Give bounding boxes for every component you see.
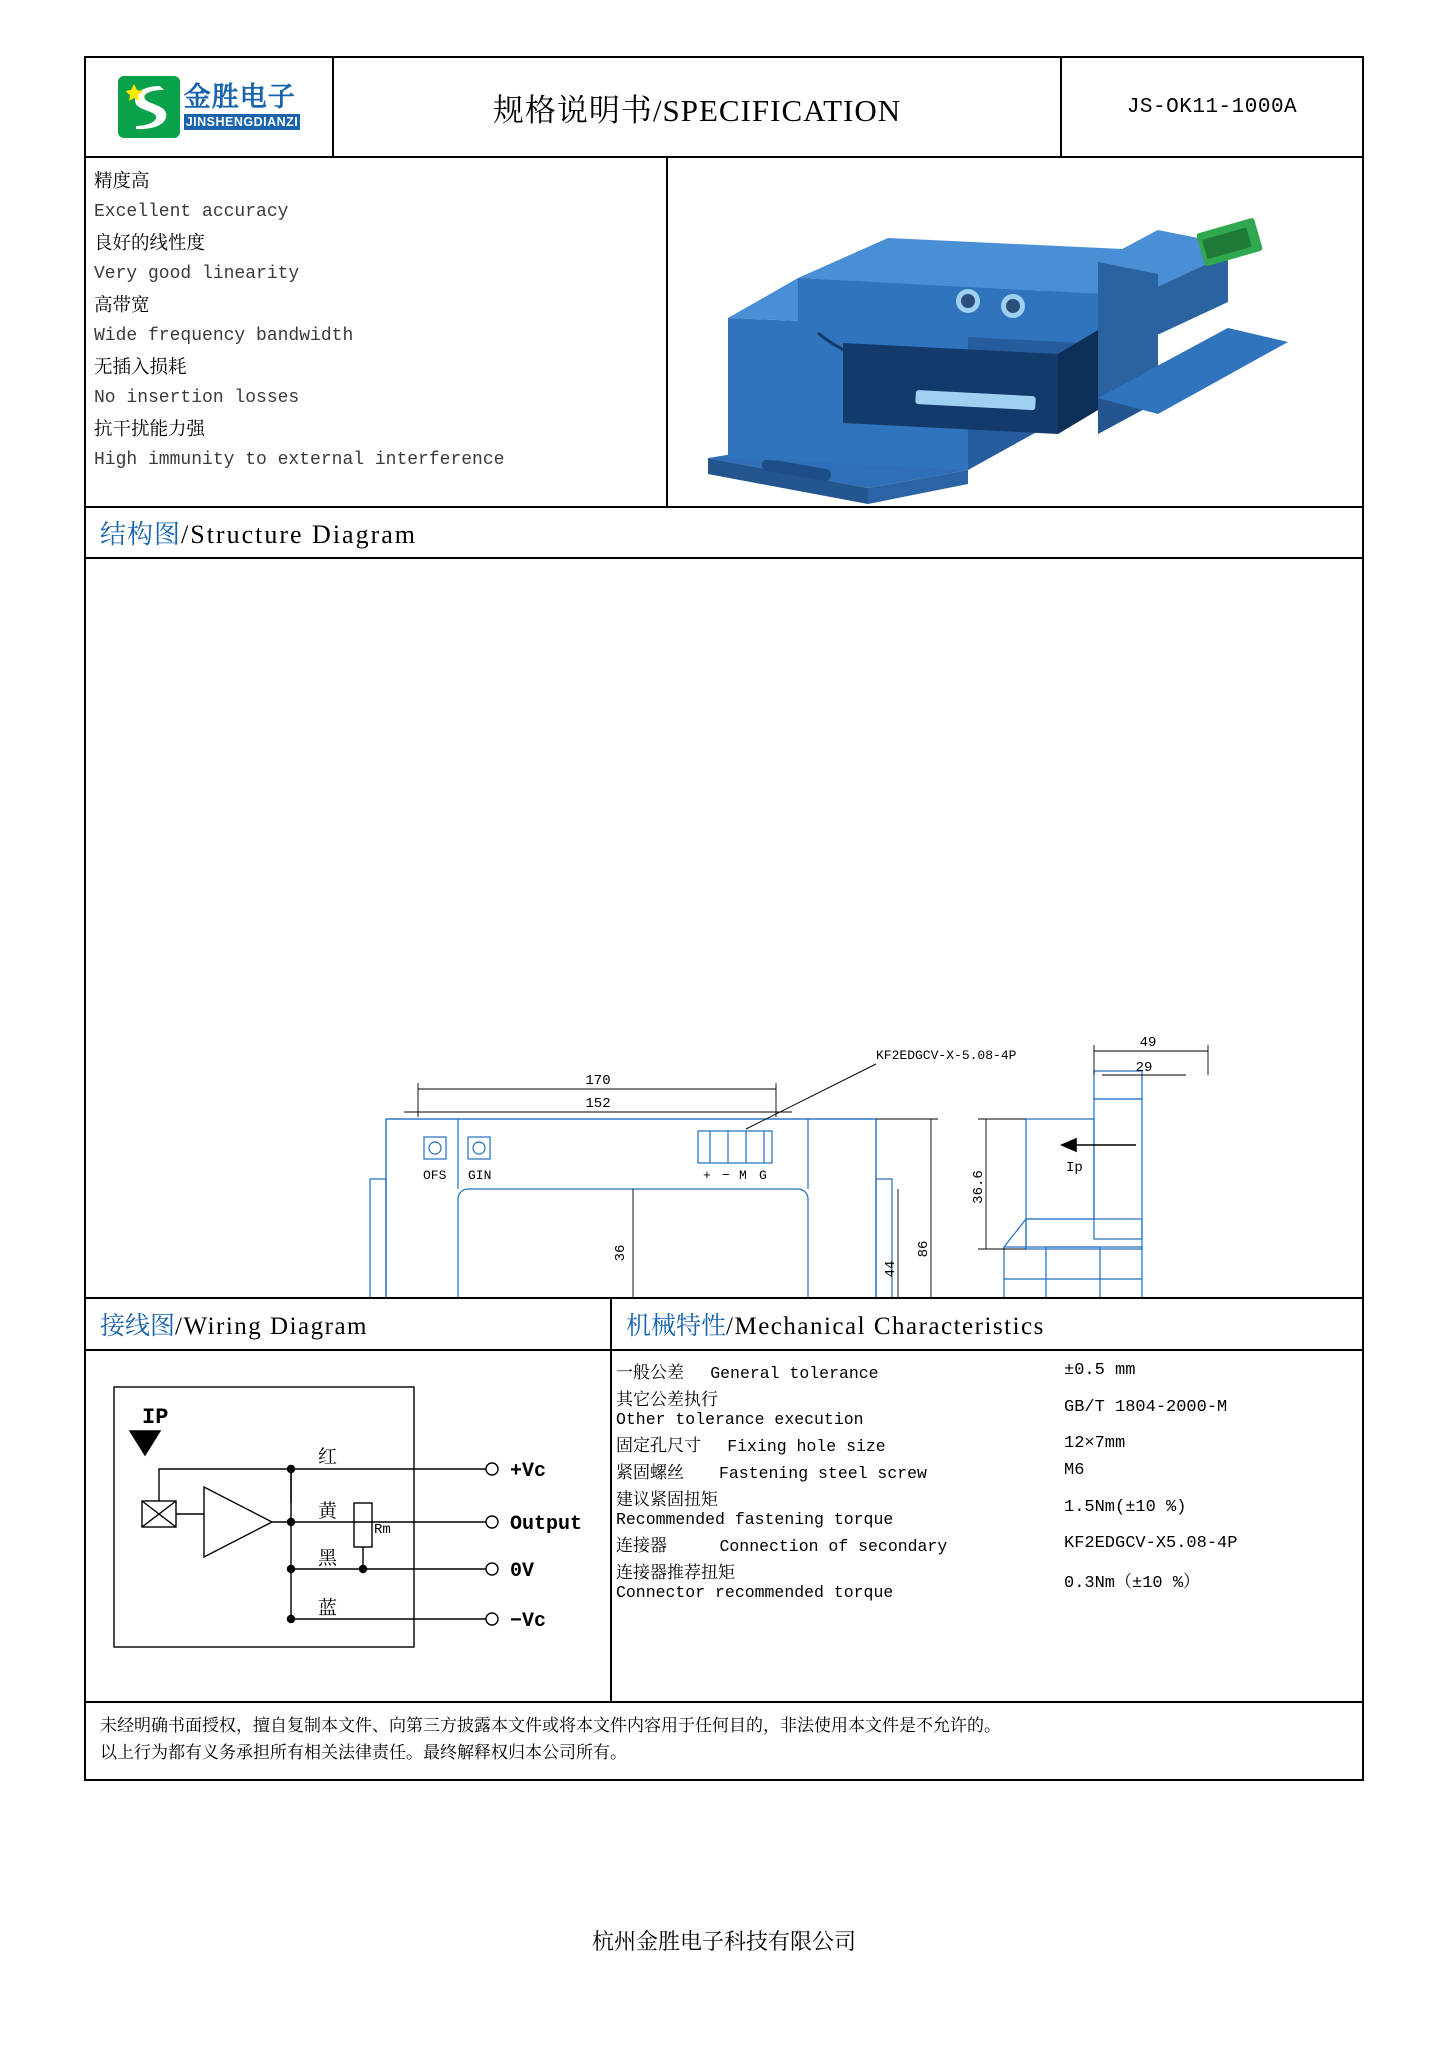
wiring-resistor-label: Rm <box>374 1522 391 1538</box>
mech-label <box>612 1430 1060 1457</box>
features-list <box>86 158 668 506</box>
svg-text:G: G <box>759 1168 767 1183</box>
dim-36-6: 36.6 <box>971 1170 987 1204</box>
mech-label <box>612 1357 1060 1384</box>
mech-value: 0.3Nm（±10 %） <box>1064 1574 1201 1593</box>
dim-49: 49 <box>1139 1035 1157 1051</box>
page-title-cn: 规格说明书 <box>492 92 653 129</box>
mechanical-table-area <box>612 1351 1362 1701</box>
mech-label-en: Other tolerance execution <box>616 1410 864 1429</box>
mech-label-cn: 一般公差 <box>616 1363 684 1383</box>
feature-en: No insertion losses <box>94 388 300 408</box>
mech-label-en: Connection of secondary <box>719 1537 948 1556</box>
mechanical-panel-title: 机械特性/Mechanical Characteristics <box>612 1299 1362 1351</box>
wire-color-yellow: 黄 <box>318 1501 338 1523</box>
dim-152: 152 <box>585 1096 611 1112</box>
connector-note: KF2EDGCV-X-5.08-4P <box>876 1048 1017 1063</box>
model-number: JS-OK11-1000A <box>1126 95 1298 119</box>
structure-title-cn: 结构图 <box>100 520 182 550</box>
svg-text:+: + <box>703 1168 711 1183</box>
mech-label-cn: 建议紧固扭矩 <box>616 1490 718 1510</box>
wire-color-red: 红 <box>318 1447 338 1469</box>
page-title <box>334 58 1062 156</box>
structure-title-en: Structure Diagram <box>190 520 418 549</box>
dim-44: 44 <box>883 1260 899 1278</box>
wire-color-black: 黑 <box>318 1548 338 1570</box>
feature-cn: 高带宽 <box>94 295 150 316</box>
svg-text:M: M <box>739 1168 747 1183</box>
feature-cn: 精度高 <box>94 171 150 192</box>
company-logo <box>86 58 334 156</box>
legal-notice <box>86 1703 1362 1779</box>
wire-color-blue: 蓝 <box>318 1598 338 1620</box>
wiring-title-en: Wiring Diagram <box>183 1313 368 1340</box>
wiring-title-cn: 接线图 <box>100 1311 176 1340</box>
table-row <box>612 1484 1362 1530</box>
legal-line-2: 以上行为都有义务承担所有相关法律责任。最终解释权归本公司所有。 <box>100 1743 627 1763</box>
specification-sheet <box>84 56 1364 1846</box>
wiring-pin-plus-vc: +Vc <box>510 1460 547 1483</box>
table-row <box>612 1530 1362 1557</box>
dim-36: 36 <box>613 1244 629 1262</box>
mechanical-panel <box>612 1299 1362 1701</box>
legal-line-1: 未经明确书面授权，擅自复制本文件、向第三方披露本文件或将本文件内容用于任何目的，非法使用本文件是不允许的。 <box>100 1716 1001 1736</box>
mech-value: 12×7mm <box>1064 1434 1126 1453</box>
table-row <box>612 1384 1362 1430</box>
mech-label <box>612 1384 1060 1430</box>
logo-emblem-icon <box>118 76 180 138</box>
mech-label-cn: 其它公差执行 <box>616 1390 718 1410</box>
page-title-separator: / <box>652 92 663 128</box>
mech-label-en: General tolerance <box>710 1364 879 1383</box>
logo-text-cn: 金胜电子 <box>183 82 296 114</box>
mech-value: ±0.5 mm <box>1064 1361 1136 1380</box>
mech-label-en: Fixing hole size <box>727 1437 886 1456</box>
product-photo-illustration <box>668 158 1362 504</box>
mech-value: KF2EDGCV-X5.08-4P <box>1064 1534 1238 1553</box>
feature-cn: 无插入损耗 <box>94 357 187 378</box>
logo-text-en: JINSHENGDIANZI <box>185 115 299 130</box>
company-footer: 杭州金胜电子科技有限公司 <box>591 1930 856 1955</box>
label-gin: GIN <box>468 1168 492 1183</box>
wiring-drawing-area <box>86 1351 610 1695</box>
logo-swoosh-icon <box>126 82 172 132</box>
mech-label <box>612 1530 1060 1557</box>
dim-170: 170 <box>585 1073 611 1089</box>
table-row <box>612 1357 1362 1384</box>
mech-label-cn: 连接器 <box>616 1536 667 1556</box>
label-ofs: OFS <box>423 1168 447 1183</box>
document-frame <box>84 56 1364 1781</box>
mechanical-title-en: Mechanical Characteristics <box>734 1313 1045 1340</box>
feature-cn: 良好的线性度 <box>94 233 206 254</box>
mech-label-en: Connector recommended torque <box>616 1583 894 1602</box>
feature-en: High immunity to external interference <box>94 450 505 470</box>
product-photo <box>668 158 1362 506</box>
feature-cn: 抗干扰能力强 <box>94 419 206 440</box>
page-title-en: SPECIFICATION <box>662 92 902 128</box>
wiring-panel-title: 接线图/Wiring Diagram <box>86 1299 610 1351</box>
mech-value: M6 <box>1064 1461 1085 1480</box>
mech-label-cn: 固定孔尺寸 <box>616 1436 701 1456</box>
mech-label-cn: 紧固螺丝 <box>616 1463 684 1483</box>
dim-86: 86 <box>916 1240 932 1258</box>
wiring-mechanical-row <box>86 1299 1362 1703</box>
features-and-photo-row <box>86 158 1362 508</box>
wiring-ip-label: IP <box>142 1405 169 1430</box>
table-row <box>612 1430 1362 1457</box>
wiring-drawing <box>86 1351 610 1695</box>
structure-drawing <box>86 559 1362 1299</box>
feature-en: Excellent accuracy <box>94 202 289 222</box>
dim-29: 29 <box>1135 1060 1153 1076</box>
structure-drawing-area <box>86 559 1362 1299</box>
wiring-pin-minus-vc: −Vc <box>510 1610 547 1633</box>
document-header <box>86 58 1362 158</box>
wiring-pin-0v: 0V <box>510 1560 535 1583</box>
wiring-pin-output: Output <box>510 1513 583 1536</box>
label-ip-side: Ip <box>1066 1160 1083 1176</box>
mech-label-en: Fastening steel screw <box>719 1464 927 1483</box>
mech-label <box>612 1557 1060 1603</box>
mechanical-title-cn: 机械特性 <box>626 1311 727 1340</box>
mechanical-table <box>612 1357 1362 1603</box>
wiring-panel <box>86 1299 612 1701</box>
table-row <box>612 1557 1362 1603</box>
mech-value: 1.5Nm(±10 %) <box>1064 1497 1187 1517</box>
table-row <box>612 1457 1362 1484</box>
mech-label <box>612 1457 1060 1484</box>
mech-label <box>612 1484 1060 1530</box>
mech-label-en: Recommended fastening torque <box>616 1510 894 1529</box>
feature-en: Very good linearity <box>94 264 300 284</box>
feature-en: Wide frequency bandwidth <box>94 326 354 346</box>
svg-text:−: − <box>722 1168 730 1183</box>
mech-value: GB/T 1804-2000-M <box>1064 1397 1228 1417</box>
structure-section-title: 结构图/Structure Diagram <box>86 508 1362 559</box>
mech-label-cn: 连接器推荐扭矩 <box>616 1563 735 1583</box>
